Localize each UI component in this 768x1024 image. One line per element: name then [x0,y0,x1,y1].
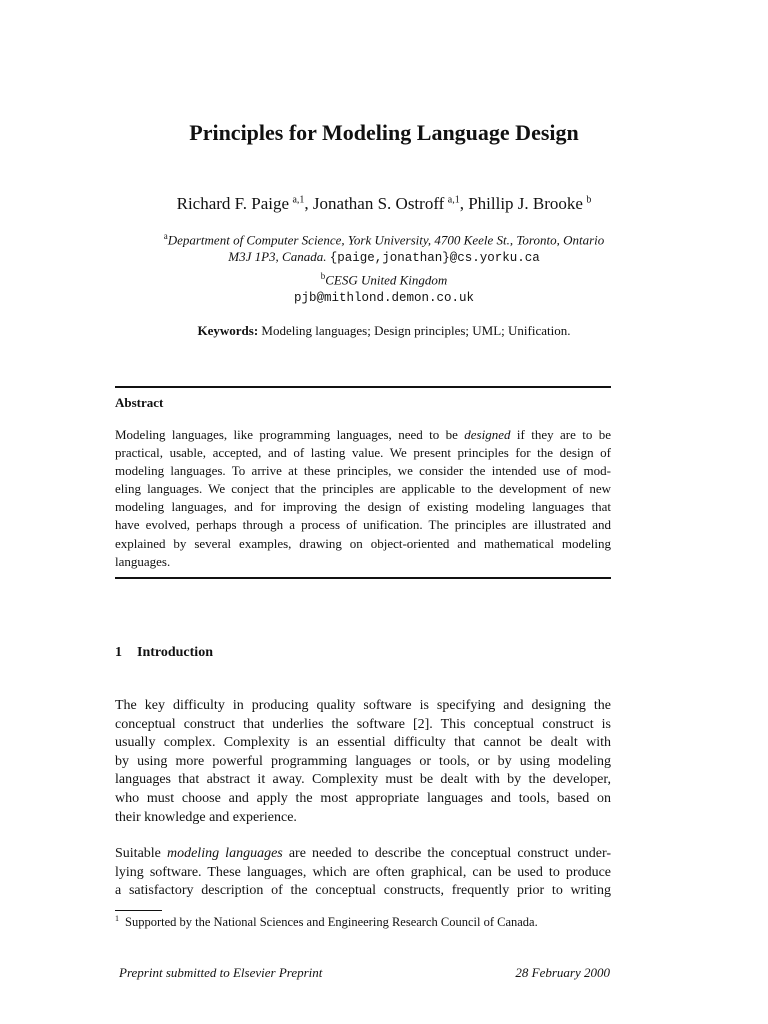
paragraph-text: are needed to describe the conceptual construct under- [282,846,612,861]
affiliation-text: Department of Computer Science, York University, 4700 Keele St., Toronto, Ontario [167,232,605,248]
footnote [115,914,538,930]
affiliation-b [0,271,768,288]
abstract-line: eling languages. We conject that the principles are applicable to the development of new [115,481,611,497]
intro-paragraph-1 [115,697,611,827]
email-address: {paige,jonathan}@cs.yorku.ca [329,251,540,265]
author-affiliation-marker: b [586,194,592,206]
affiliation-text: M3J 1P3, Canada. [228,249,327,264]
abstract-line: practical, usable, accepted, and of lasting value. We present principles for the design of [115,445,611,461]
paper-title: Principles for Modeling Language Design [189,120,579,145]
abstract-bottom-rule [115,577,611,579]
abstract-line: modeling languages, and for improving the design of existing modeling languages that [115,499,611,515]
keywords [0,323,768,339]
affiliation-text: CESG United Kingdom [325,272,448,288]
keywords-text: Modeling languages; Design principles; UML; Unification. [261,323,571,338]
paragraph-emphasis: modeling languages [166,846,283,861]
affiliation-marker: a [163,231,168,241]
affiliation-marker: b [320,271,326,281]
paragraph-line: languages that abstract it away. Complexity must be dealt with by the developer, [115,772,611,788]
footnote-marker: 1 [115,914,119,923]
paragraph-line: usually complex. Complexity is an essential difficulty that cannot be dealt with [115,735,611,751]
author-name: Richard F. Paige [176,194,290,213]
author-list [0,194,768,214]
abstract-line [115,426,611,444]
affiliation-a-line1 [0,231,768,248]
author-name: Phillip J. Brooke [468,194,583,213]
abstract-text: Modeling languages, like programming languages, need to be [115,427,465,442]
author-name: Jonathan S. Ostroff [312,194,445,213]
abstract-top-rule [115,386,611,388]
paragraph-line: who must choose and apply the most appropriate languages and tools, based on [115,790,611,806]
keywords-label: Keywords: [197,323,259,338]
abstract-body [115,426,611,571]
affiliation-b-email [0,289,768,305]
paragraph-text: Suitable [115,846,167,861]
footer-date: 28 February 2000 [515,965,610,980]
paragraph-line: conceptual construct that underlies the software [2]. This conceptual construct is [115,716,611,732]
email-address: pjb@mithlond.demon.co.uk [293,291,475,305]
author-affiliation-marker: a,1 [447,194,460,206]
paragraph-line: a satisfactory description of the conceptual constructs, frequently prior to writing [115,883,611,899]
footnote-rule [115,910,162,911]
abstract-line: modeling languages. To arrive at these principles, we consider the intended use of mod- [115,463,611,479]
affiliation-a-line2 [0,249,768,265]
paragraph-line: their knowledge and experience. [115,809,297,825]
paragraph-line: by using more powerful programming languages or tools, or by using modeling [115,753,611,769]
paragraph-line: lying software. These languages, which are often graphical, can be used to produce [115,864,611,880]
author-separator: , [459,194,469,213]
paragraph-line [115,845,611,864]
abstract-line: have evolved, perhaps through a process of unification. The principles are illustrated and [115,517,611,533]
section-number: 1 [115,645,122,660]
author-affiliation-marker: a,1 [292,194,305,206]
author-separator: , [304,194,313,213]
abstract-emphasis: designed [464,427,511,442]
section-title: Introduction [137,645,213,660]
section-heading [115,645,213,661]
abstract-text: if they are to be [510,427,611,442]
footer-preprint-note: Preprint submitted to Elsevier Preprint [119,965,323,980]
paragraph-line: The key difficulty in producing quality software is specifying and designing the [115,698,611,713]
footnote-text: Supported by the National Sciences and Engineering Research Council of Canada. [125,915,538,930]
abstract-line: explained by several examples, drawing on object-oriented and mathematical modeling [115,535,611,551]
intro-paragraph-2 [115,845,611,901]
abstract-heading: Abstract [115,395,164,410]
abstract-line: languages. [115,553,171,569]
